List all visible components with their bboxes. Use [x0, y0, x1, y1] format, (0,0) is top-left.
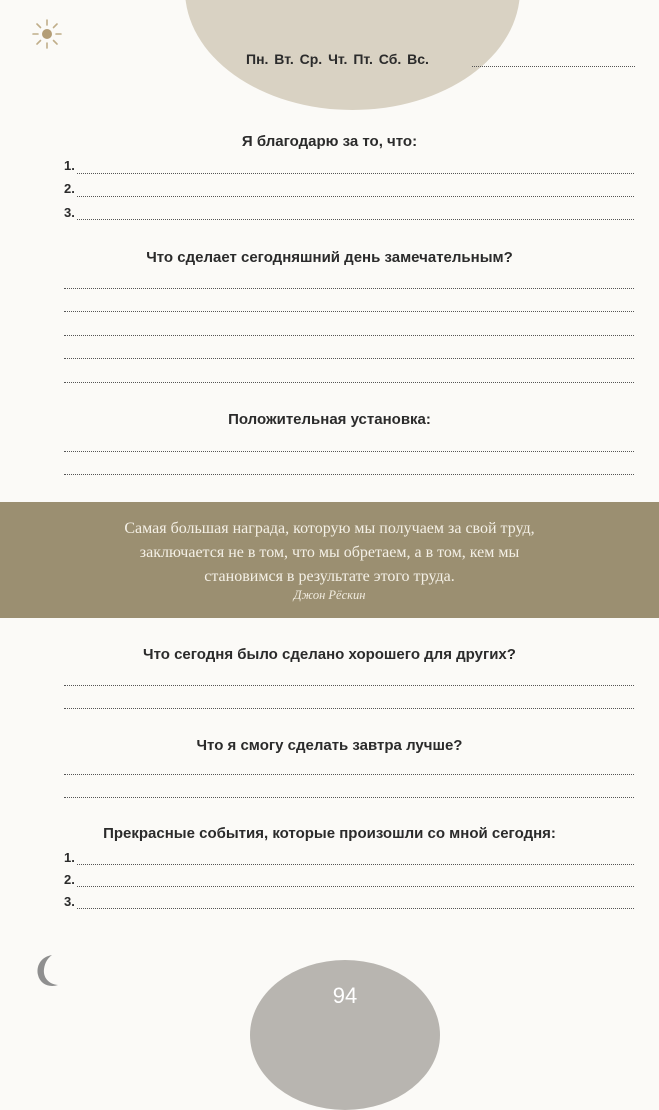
wonderful-line-1[interactable] [64, 288, 634, 289]
gratitude-number-2: 2. [64, 181, 75, 196]
events-number-1: 1. [64, 850, 75, 865]
better-tomorrow-title: Что я смогу сделать завтра лучше? [196, 737, 463, 754]
wonderful-line-2[interactable] [64, 311, 634, 312]
wonderful-line-3[interactable] [64, 335, 634, 336]
wonderful-day-title: Что сделает сегодняшний день замечательным? [146, 249, 513, 266]
moon-icon [34, 953, 64, 989]
weekday-labels: Пн. Вт. Ср. Чт. Пт. Сб. Вс. [246, 51, 429, 67]
gratitude-line-3[interactable] [77, 219, 634, 220]
wonderful-line-5[interactable] [64, 382, 634, 383]
quote-band [0, 502, 659, 618]
events-line-1[interactable] [77, 864, 634, 865]
page-number: 94 [332, 983, 358, 1008]
better-line-1[interactable] [64, 774, 634, 775]
gratitude-number-3: 3. [64, 205, 75, 220]
gratitude-line-2[interactable] [77, 196, 634, 197]
events-title: Прекрасные события, которые произошли со мной сегодня: [103, 825, 556, 842]
affirmation-line-2[interactable] [64, 474, 634, 475]
affirmation-line-1[interactable] [64, 451, 634, 452]
good-deeds-title: Что сегодня было сделано хорошего для других? [143, 646, 516, 663]
wonderful-line-4[interactable] [64, 358, 634, 359]
affirmation-title: Положительная установка: [228, 411, 431, 428]
quote-line-2: заключается не в том, что мы обретаем, а в том, кем мы [139, 544, 520, 561]
events-number-2: 2. [64, 872, 75, 887]
quote-text [0, 517, 659, 589]
good-deeds-line-1[interactable] [64, 685, 634, 686]
date-line[interactable] [472, 66, 635, 67]
events-line-3[interactable] [77, 908, 634, 909]
gratitude-title: Я благодарю за то, что: [241, 133, 418, 150]
events-line-2[interactable] [77, 886, 634, 887]
better-line-2[interactable] [64, 797, 634, 798]
quote-line-1: Самая большая награда, которую мы получаем за свой труд, [124, 520, 535, 537]
gratitude-number-1: 1. [64, 158, 75, 173]
quote-line-3: становимся в результате этого труда. [204, 568, 455, 585]
events-number-3: 3. [64, 894, 75, 909]
gratitude-line-1[interactable] [77, 173, 634, 174]
quote-author: Джон Рёскин [293, 588, 366, 602]
good-deeds-line-2[interactable] [64, 708, 634, 709]
sun-icon [30, 17, 64, 51]
